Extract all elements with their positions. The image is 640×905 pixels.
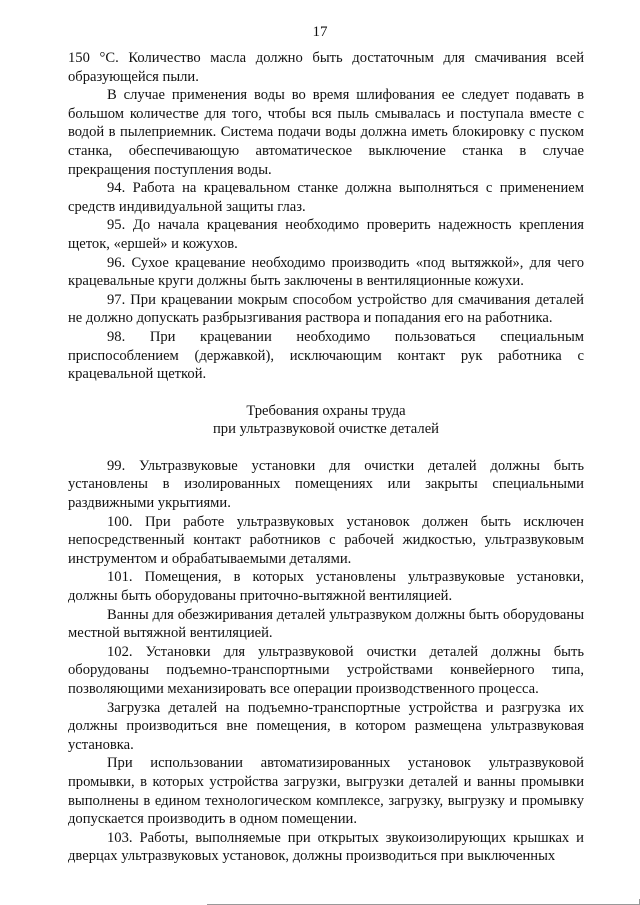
paragraph: 150 °С. Количество масла должно быть достаточным для смачивания всей образующейся пыли. [68,50,584,85]
paragraph-group-bottom [68,457,584,866]
paragraph: 100. При работе ультразвуковых установок должен быть исключен непосредственный контакт работников с рабочей жидкостью, ультразвуковым инструментом и обрабатываемыми деталями. [68,513,584,567]
page-number: 17 [312,24,328,40]
paragraph: Загрузка деталей на подъемно-транспортные устройства и разгрузка их должны производиться вне помещения, в котором размещена ультразвуковая установка. [68,699,584,753]
paragraph: Ванны для обезжиривания деталей ультразвуком должны быть оборудованы местной вытяжной вентиляцией. [68,606,584,642]
paragraph: 96. Сухое крацевание необходимо производить «под вытяжкой», для чего крацевальные круги должны быть заключены в вентиляционные кожухи. [68,254,584,290]
paragraph: 94. Работа на крацевальном станке должна выполняться с применением средств индивидуальной защиты глаз. [68,180,584,215]
paragraph: При использовании автоматизированных установок ультразвуковой промывки, в которых устройства загрузки, выгрузки деталей и ванны промывки выполнены в едином технологическом комплексе, загрузку, выгрузку и промывку допускается производить в одном помещении. [68,755,584,828]
paragraph: 97. При крацевании мокрым способом устройство для смачивания деталей не должно допускать разбрызгивания раствора и попадания его на работника. [68,291,584,327]
paragraph: В случае применения воды во время шлифования ее следует подавать в большом количестве для того, чтобы вся пыль смывалась и поступала вместе с водой в пылеприемник. Система подачи воды должна иметь блокировку с пуском станка, обеспечивающую автоматическое выключение станка в случае прекращения поступления воды. [68,87,584,178]
paragraph-group-top [68,49,584,384]
paragraph: 101. Помещения, в которых установлены ультразвуковые установки, должны быть оборудованы приточно-вытяжной вентиляцией. [68,569,584,605]
section-heading [68,402,584,439]
paragraph: 99. Ультразвуковые установки для очистки деталей должны быть установлены в изолированных помещениях или закрыты специальными раздвижными укрытиями. [68,457,584,512]
paragraph: 103. Работы, выполняемые при открытых звукоизолирующих крышках и дверцах ультразвуковых установок, должны производиться при выключенных [68,829,584,865]
paragraph: 95. До начала крацевания необходимо проверить надежность крепления щеток, «ершей» и кожухов. [68,217,584,252]
section-heading-line-2: при ультразвуковой очистке деталей [213,421,439,438]
paragraph: 102. Установки для ультразвуковой очистки деталей должны быть оборудованы подъемно-транспортными устройствами конвейерного типа, позволяющими механизировать все операции производственного процесса. [68,643,584,697]
section-heading-line-1: Требования охраны труда [246,402,406,419]
paragraph: 98. При крацевании необходимо пользоваться специальным приспособлением (державкой), исключающим контакт рук работника с крацевальной щеткой. [68,328,584,383]
document-body [68,49,584,866]
